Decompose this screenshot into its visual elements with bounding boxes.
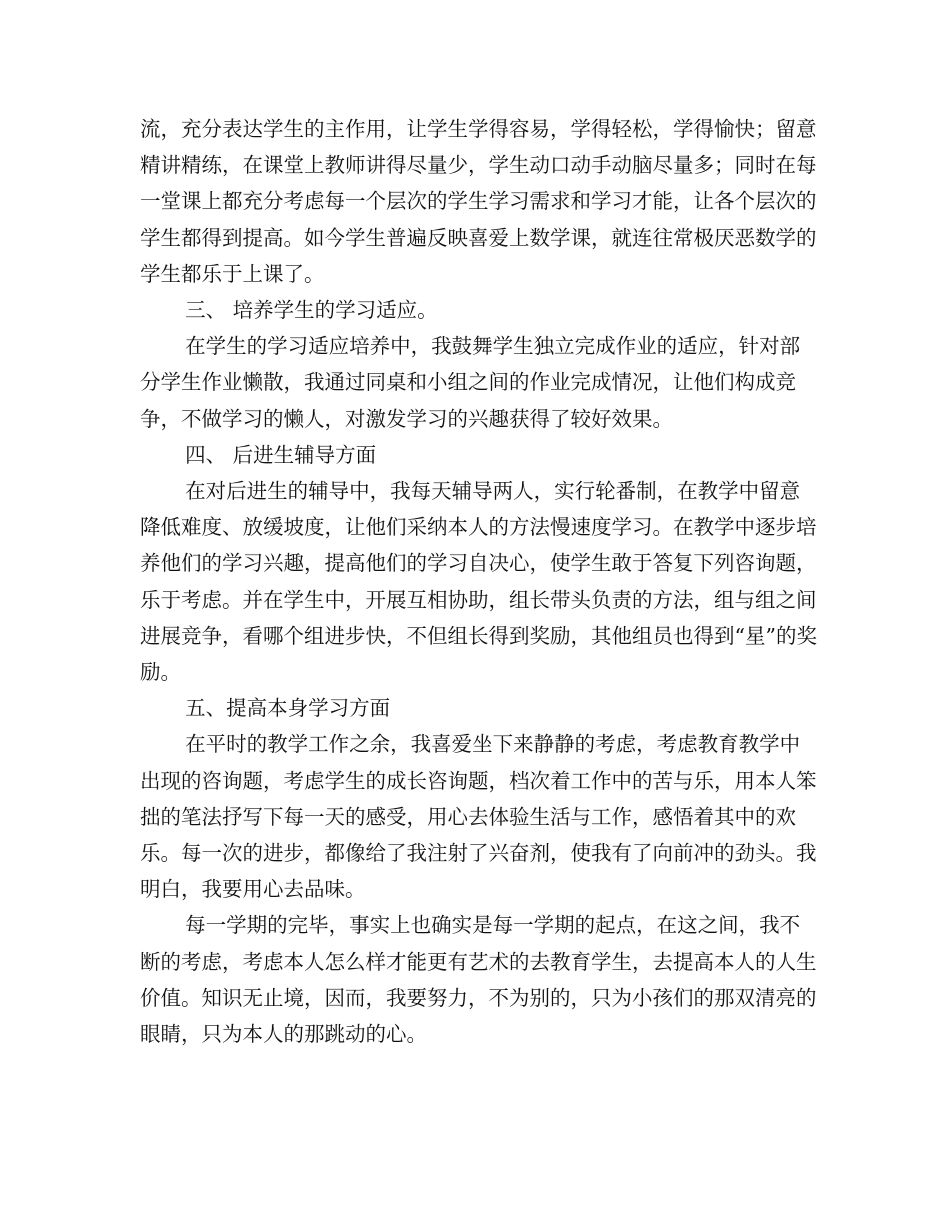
paragraph-conclusion: 每一学期的完毕，事实上也确实是每一学期的起点，在这之间，我不断的考虑，考虑本人怎么样才能更有艺术的去教育学生，去提高本人的人生价值。知识无止境，因而，我要努力，不为别的，只为小孩们的那双清亮的眼睛，只为本人的那跳动的心。 [140,913,817,1047]
paragraph-continuation: 流，充分表达学生的主作用，让学生学得容易，学得轻松，学得愉快；留意精讲精练，在课堂上教师讲得尽量少，学生动口动手动脑尽量多；同时在每一堂课上都充分考虑每一个层次的学生学习需求和学习才能，让各个层次的学生都得到提高。如今学生普遍反映喜爱上数学课，就连往常极厌恶数学的学生都乐于上课了。 [140,117,817,286]
section-heading-four: 四、 后进生辅导方面 [185,442,377,467]
paragraph-self-improvement: 在平时的教学工作之余，我喜爱坐下来静静的考虑，考虑教育教学中出现的咨询题，考虑学生的成长咨询题，档次着工作中的苦与乐，用本人笨拙的笔法抒写下每一天的感受，用心去体验生活与工作，感悟着其中的欢乐。每一次的进步，都像给了我注射了兴奋剂，使我有了向前冲的劲头。我明白，我要用心去品味。 [140,732,817,902]
section-heading-five: 五、提高本身学习方面 [185,696,391,721]
document-body [140,111,820,1052]
section-heading-three: 三、 培养学生的学习适应。 [185,298,438,323]
paragraph-tutoring: 在对后进生的辅导中，我每天辅导两人，实行轮番制，在教学中留意降低难度、放缓坡度，让他们采纳本人的方法慢速度学习。在教学中逐步培养他们的学习兴趣，提高他们的学习自决心，使学生敢于答复下列咨询题，乐于考虑。并在学生中，开展互相协助，组长带头负责的方法，组与组之间进展竞争，看哪个组进步快，不但组长得到奖励，其他组员也得到“星”的奖励。 [140,479,817,685]
paragraph-study-habits: 在学生的学习适应培养中，我鼓舞学生独立完成作业的适应，针对部分学生作业懒散，我通过同桌和小组之间的作业完成情况，让他们构成竞争，不做学习的懒人，对激发学习的兴趣获得了较好效果。 [140,334,801,431]
